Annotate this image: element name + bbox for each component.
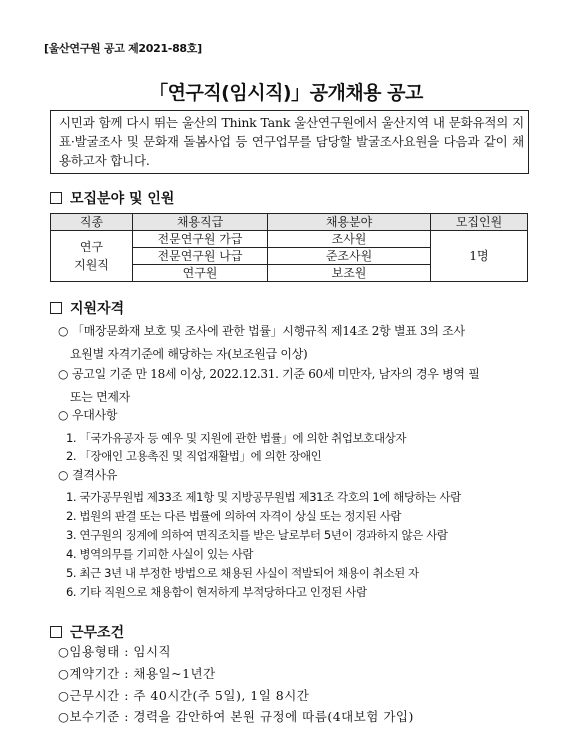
qualification-item-cont: 요원별 자격기준에 해당하는 자(보조원급 이상) [70, 347, 308, 361]
section-conditions-title: 근무조건 [70, 625, 125, 641]
disqualification-heading: ○ 결격사유 [58, 466, 117, 485]
section-qualification-title: 지원자격 [70, 301, 125, 317]
circle-bullet-icon: ○ [58, 688, 70, 703]
table-header-row [51, 214, 528, 231]
cell-job-type: 연구 지원직 [51, 231, 133, 282]
condition-item: ○보수기준 : 경력을 감안하여 본원 규정에 따름(4대보험 가입) [58, 709, 414, 724]
qualification-item-cont: 또는 면제자 [70, 390, 130, 404]
condition-item: ○임용형태 : 임시직 [58, 644, 172, 659]
condition-item: ○근무시간 : 주 40시간(주 5일), 1일 8시간 [58, 688, 310, 703]
list-item: 1. 국가공무원법 제33조 제1항 및 지방공무원법 제31조 각호의 1에 해당하는 사람 [66, 490, 461, 504]
checkbox-square-icon [50, 192, 62, 204]
cell-field: 보조원 [268, 265, 431, 282]
notice-number: [울산연구원 공고 제2021-88호] [44, 42, 202, 55]
header-job-type: 직종 [51, 214, 133, 231]
circle-bullet-icon: ○ [58, 709, 70, 724]
table-row [51, 231, 528, 248]
circle-bullet-icon: ○ [58, 666, 70, 681]
circle-bullet-icon: ○ [58, 367, 69, 381]
cell-grade: 연구원 [133, 265, 268, 282]
circle-bullet-icon: ○ [58, 324, 69, 338]
circle-bullet-icon: ○ [58, 644, 70, 659]
preference-heading: ○ 우대사항 [58, 406, 117, 425]
header-count: 모집인원 [431, 214, 528, 231]
qualification-item: ○ 공고일 기준 만 18세 이상, 2022.12.31. 기준 60세 미만자, 남자의 경우 병역 필 [58, 365, 479, 384]
list-item: 6. 기타 직원으로 채용함이 현저하게 부적당하다고 인정된 사람 [66, 585, 367, 599]
cell-field: 조사원 [268, 231, 431, 248]
recruitment-table [50, 213, 528, 282]
section-recruitment-heading [50, 188, 174, 208]
circle-bullet-icon: ○ [58, 408, 69, 422]
intro-box: 시민과 함께 다시 뛰는 울산의 Think Tank 울산연구원에서 울산지역 내 문화유적의 지표·발굴조사 및 문화재 돌봄사업 등 연구업무를 담당할 발굴조사요원을 다음과 같이 채용하고자 합니다. [50, 110, 529, 174]
page-title: 「연구직(임시직)」공개채용 공고 [149, 82, 423, 104]
checkbox-square-icon [50, 626, 62, 638]
list-item: 1. 「국가유공자 등 예우 및 지원에 관한 법률」에 의한 취업보호대상자 [66, 431, 407, 445]
cell-grade: 전문연구원 가급 [133, 231, 268, 248]
list-item: 2. 법원의 판결 또는 다른 법률에 의하여 자격이 상실 또는 정지된 사람 [66, 509, 402, 523]
section-conditions-heading [50, 622, 124, 642]
cell-count: 1명 [431, 231, 528, 282]
condition-item: ○계약기간 : 채용일~1년간 [58, 666, 216, 681]
header-field: 채용분야 [268, 214, 431, 231]
circle-bullet-icon: ○ [58, 468, 69, 482]
checkbox-square-icon [50, 302, 62, 314]
header-grade: 채용직급 [133, 214, 268, 231]
list-item: 3. 연구원의 징계에 의하여 면직조치를 받은 날로부터 5년이 경과하지 않은 사람 [66, 528, 448, 542]
list-item: 5. 최근 3년 내 부정한 방법으로 채용된 사실이 적발되어 채용이 취소된 자 [66, 566, 419, 580]
list-item: 2. 「장애인 고용촉진 및 직업재활법」에 의한 장애인 [66, 449, 322, 463]
section-recruitment-title: 모집분야 및 인원 [70, 191, 175, 207]
cell-field: 준조사원 [268, 248, 431, 265]
section-qualification-heading [50, 298, 124, 318]
cell-grade: 전문연구원 나급 [133, 248, 268, 265]
qualification-item: ○ 「매장문화재 보호 및 조사에 관한 법률」시행규칙 제14조 2항 별표 3의 조사 [58, 322, 465, 341]
list-item: 4. 병역의무를 기피한 사실이 있는 사람 [66, 547, 254, 561]
